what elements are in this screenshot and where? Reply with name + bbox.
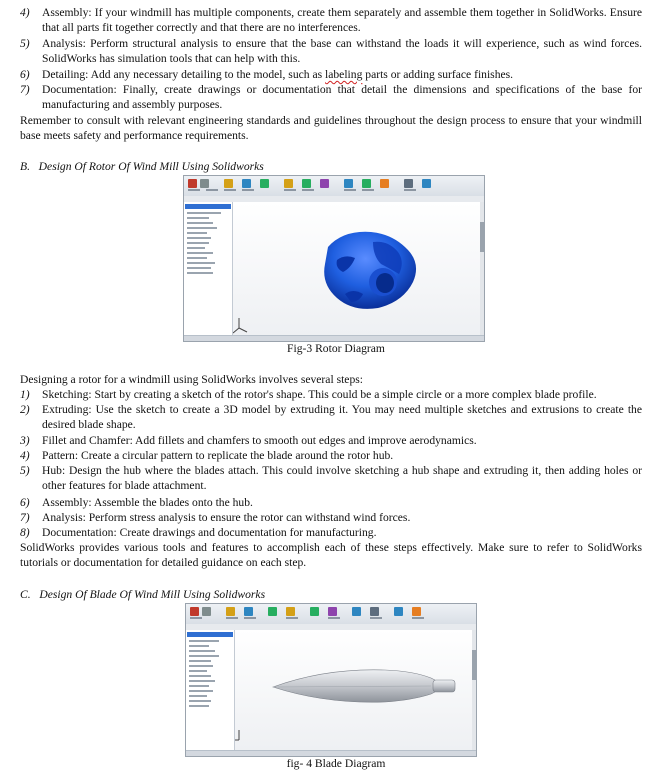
vertical-scrollbar <box>472 630 476 751</box>
list-number: 5) <box>20 464 30 477</box>
list-number: 8) <box>20 526 30 539</box>
list-text: Documentation: Finally, create drawings or documentation that detail the dimensions and specifications of the base for manufacturing and assembly purposes. <box>42 83 642 112</box>
list-text-part: parts or adding surface finishes. <box>362 68 514 81</box>
list-text: Analysis: Perform stress analysis to ensure the rotor can withstand wind forces. <box>42 511 411 524</box>
paragraph-solidworks: SolidWorks provides various tools and features to accomplish each of these steps effectively. Make sure to refer to SolidWorks tutorials or documentation for detailed guidance on each step. <box>20 541 642 570</box>
list-text: Documentation: Create drawings and documentation for manufacturing. <box>42 526 377 539</box>
list-text-part: Detailing: Add any necessary detailing to the model, such as <box>42 68 326 81</box>
figure-caption-fig4: fig- 4 Blade Diagram <box>286 757 386 770</box>
list-text: Pattern: Create a circular pattern to replicate the blade around the rotor hub. <box>42 449 394 462</box>
list-text: Assembly: If your windmill has multiple components, create them separately and assemble them together in SolidWorks. Ensure that all parts fit together correctly and that there are no interferences. <box>42 6 642 35</box>
list-number: 6) <box>20 68 30 81</box>
blade-screenshot <box>185 603 477 757</box>
list-item <box>20 5 642 35</box>
blade-model <box>235 630 476 751</box>
list-item <box>20 67 642 82</box>
list-item <box>20 448 642 463</box>
vertical-scrollbar <box>480 202 484 336</box>
list-number: 6) <box>20 496 30 509</box>
section-heading-b: B. Design Of Rotor Of Wind Mill Using Solidworks <box>20 160 264 173</box>
list-item <box>20 402 642 432</box>
spellcheck-flagged-word: labeling <box>325 68 363 81</box>
list-item <box>20 495 642 510</box>
list-number: 4) <box>20 6 30 19</box>
list-item <box>20 387 642 402</box>
graphics-area <box>233 202 484 336</box>
paragraph-remember: Remember to consult with relevant engineering standards and guidelines throughout the design process to ensure that your windmill base meets safety and performance requirements. <box>20 114 642 143</box>
rotor-screenshot <box>183 175 485 342</box>
list-item <box>20 510 642 525</box>
list-text: Sketching: Start by creating a sketch of the rotor's shape. This could be a simple circle or a more complex blade profile. <box>42 388 597 401</box>
rotor-model <box>233 202 484 336</box>
list-number: 5) <box>20 37 30 50</box>
list-number: 3) <box>20 434 30 447</box>
list-number: 7) <box>20 83 30 96</box>
list-number: 7) <box>20 511 30 524</box>
ribbon-toolbar <box>186 604 476 625</box>
list-number: 4) <box>20 449 30 462</box>
list-text: Extruding: Use the sketch to create a 3D model by extruding it. You may need multiple sketches and extrusions to create the desired blade shape. <box>42 403 642 432</box>
list-item <box>20 36 642 66</box>
section-heading-c: C. Design Of Blade Of Wind Mill Using Solidworks <box>20 588 266 601</box>
list-text: Analysis: Perform structural analysis to ensure that the base can withstand the loads it will experience, such as wind forces. SolidWorks has simulation tools that can help with this. <box>42 37 642 66</box>
paragraph-designing: Designing a rotor for a windmill using SolidWorks involves several steps: <box>20 373 363 386</box>
feature-tree <box>186 630 235 756</box>
list-item <box>20 463 642 493</box>
list-text <box>42 67 642 82</box>
figure-caption-fig3: Fig-3 Rotor Diagram <box>287 342 385 355</box>
list-number: 1) <box>20 388 30 401</box>
list-item <box>20 433 642 448</box>
ribbon-toolbar <box>184 176 484 197</box>
list-text: Fillet and Chamfer: Add fillets and chamfers to smooth out edges and improve aerodynamics. <box>42 434 477 447</box>
list-number: 2) <box>20 403 30 416</box>
list-text: Assembly: Assemble the blades onto the hub. <box>42 496 253 509</box>
list-text: Hub: Design the hub where the blades attach. This could involve sketching a hub shape and extruding it, then adding holes or other features for blade attachment. <box>42 464 642 493</box>
graphics-area <box>235 630 476 751</box>
feature-tree <box>184 202 233 341</box>
list-item <box>20 525 642 540</box>
list-item <box>20 82 642 112</box>
